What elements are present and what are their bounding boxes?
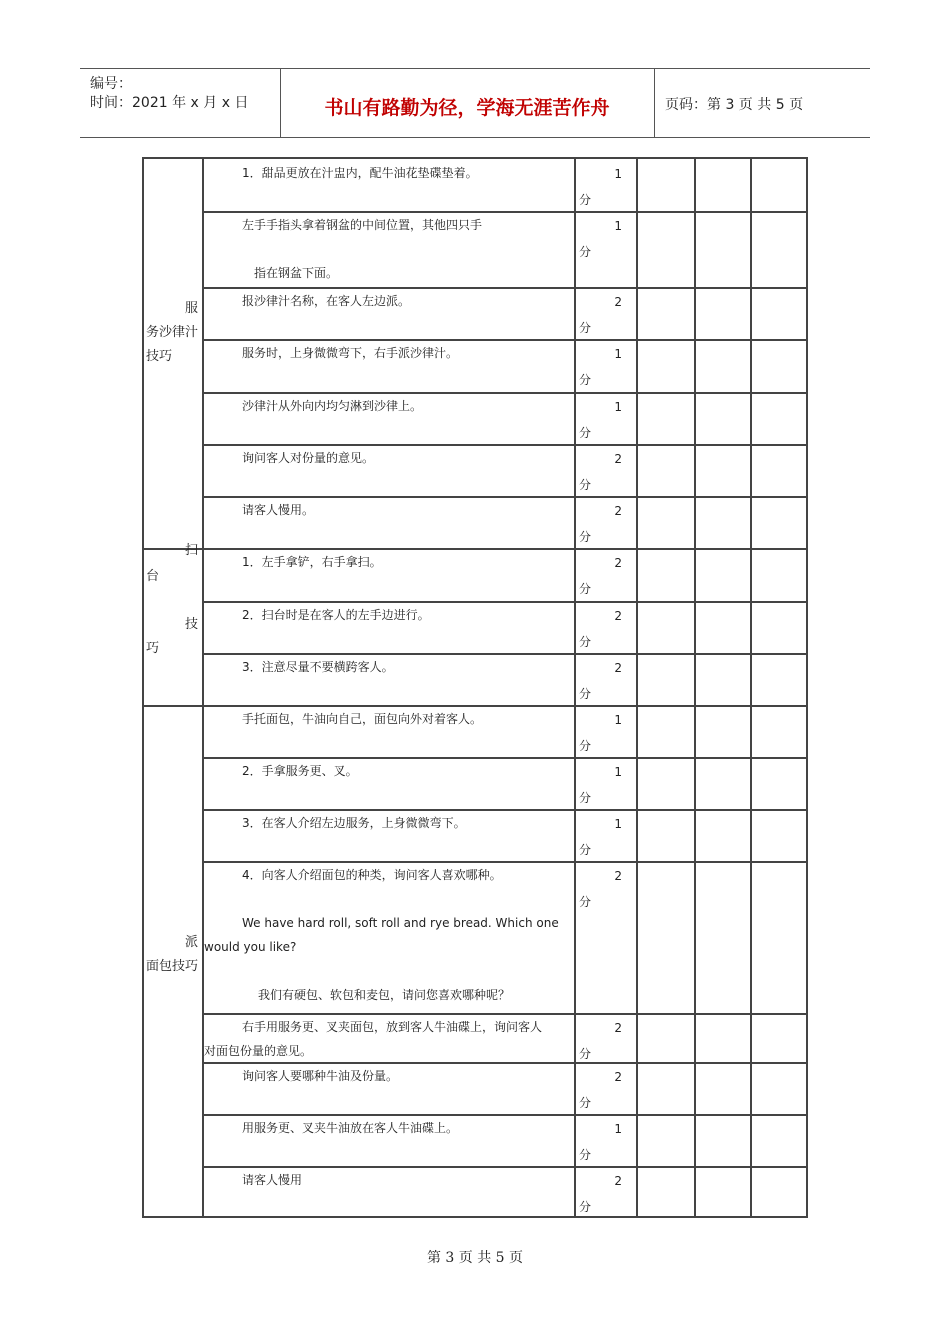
score-value: 1 (614, 219, 622, 233)
table-column-divider (750, 159, 752, 1216)
score-value: 1 (614, 1122, 622, 1136)
item-description (204, 213, 574, 285)
score-unit: 分 (579, 687, 592, 701)
item-description-line: 我们有硬包、软包和麦包，请问您喜欢哪种呢？ (258, 988, 511, 1002)
score-unit: 分 (579, 791, 592, 805)
item-description (204, 707, 574, 731)
score-unit: 分 (579, 1200, 592, 1214)
score-value: 1 (614, 400, 622, 414)
score-unit: 分 (579, 1096, 592, 1110)
item-description-line: 4．向客人介绍面包的种类，询问客人喜欢哪种。 (242, 868, 502, 882)
item-description (204, 603, 574, 627)
item-description-line: 右手用服务更、叉夹面包，放到客人牛油碟上，询问客人 (242, 1020, 543, 1034)
item-description (204, 811, 574, 835)
item-description-line: 2．扫台时是在客人的左手边进行。 (242, 608, 430, 622)
section-name-line: 扫 (184, 543, 198, 558)
score-value: 2 (614, 661, 622, 675)
score-value: 2 (614, 504, 622, 518)
item-description-line: 2．手拿服务更、叉。 (242, 764, 358, 778)
number-label: 编号： (90, 76, 132, 92)
item-score (576, 289, 636, 341)
item-score (576, 550, 636, 602)
item-description (204, 289, 574, 313)
section-name-line: 派 (184, 935, 198, 950)
score-unit: 分 (579, 1047, 592, 1061)
score-unit: 分 (579, 843, 592, 857)
item-score (576, 863, 636, 915)
section-name-line: 服 (184, 301, 198, 316)
score-unit: 分 (579, 426, 592, 440)
item-description-line: 对面包份量的意见。 (204, 1044, 313, 1058)
item-description-line: 指在钢盆下面。 (254, 266, 339, 280)
page-label: 页码：第 3 页 共 5 页 (665, 97, 804, 113)
item-description-line: 用服务更、叉夹牛油放在客人牛油碟上。 (242, 1121, 459, 1135)
item-score (576, 341, 636, 393)
item-score (576, 1015, 636, 1067)
item-description (204, 498, 574, 522)
score-unit: 分 (579, 895, 592, 909)
header-page-cell (654, 69, 871, 137)
section-name-line: 技巧 (146, 349, 173, 364)
score-unit: 分 (579, 582, 592, 596)
score-value: 2 (614, 452, 622, 466)
item-score (576, 161, 636, 213)
header-motto: 书山有路勤为径，学海无涯苦作舟 (324, 97, 610, 119)
item-description-line: 3．注意尽量不要横跨客人。 (242, 660, 394, 674)
score-unit: 分 (579, 321, 592, 335)
score-value: 1 (614, 765, 622, 779)
item-description-line: 手托面包，牛油向自己，面包向外对着客人。 (242, 712, 483, 726)
item-description-line: would you like? (204, 940, 297, 954)
score-value: 1 (614, 167, 622, 181)
score-value: 1 (614, 347, 622, 361)
item-description-line (204, 887, 574, 911)
header-meta-cell (80, 69, 281, 137)
score-unit: 分 (579, 478, 592, 492)
item-score (576, 213, 636, 265)
section-name-line: 巧 (146, 641, 160, 656)
score-unit: 分 (579, 530, 592, 544)
item-score (576, 655, 636, 707)
document-header (80, 68, 870, 138)
item-score (576, 811, 636, 863)
section-name-line: 务沙律汁 (146, 325, 199, 340)
item-description-line: 左手手指头拿着钢盆的中间位置，其他四只手 (242, 218, 483, 232)
item-description-line: We have hard roll, soft roll and rye bread. Which one (242, 916, 559, 930)
item-description (204, 1064, 574, 1088)
page-footer: 第 3 页 共 5 页 (426, 1250, 524, 1266)
item-description (204, 1015, 574, 1063)
score-value: 1 (614, 713, 622, 727)
item-score (576, 394, 636, 446)
section-name-line: 技 (184, 617, 198, 632)
score-value: 2 (614, 1021, 622, 1035)
item-description-line (204, 959, 574, 983)
item-description-line: 3．在客人介绍左边服务，上身微微弯下。 (242, 816, 466, 830)
item-description-line: 询问客人要哪种牛油及份量。 (242, 1069, 399, 1083)
item-description-line: 服务时，上身微微弯下，右手派沙律汁。 (242, 346, 459, 360)
item-score (576, 1168, 636, 1220)
score-value: 2 (614, 1174, 622, 1188)
scoring-table (142, 157, 808, 1218)
item-description (204, 655, 574, 679)
item-description (204, 394, 574, 418)
item-score (576, 1116, 636, 1168)
item-description (204, 446, 574, 470)
score-value: 2 (614, 869, 622, 883)
item-description-line: 请客人慢用 (242, 1173, 303, 1187)
table-column-divider (694, 159, 696, 1216)
item-score (576, 498, 636, 550)
score-unit: 分 (579, 373, 592, 387)
item-score (576, 603, 636, 655)
item-description-line (204, 237, 574, 261)
score-value: 2 (614, 1070, 622, 1084)
item-score (576, 759, 636, 811)
score-value: 2 (614, 609, 622, 623)
item-description (204, 863, 574, 1007)
item-description-line: 1．左手拿铲，右手拿扫。 (242, 555, 382, 569)
score-unit: 分 (579, 739, 592, 753)
item-score (576, 707, 636, 759)
score-value: 2 (614, 556, 622, 570)
item-description-line: 报沙律汁名称，在客人左边派。 (242, 294, 411, 308)
item-description (204, 759, 574, 783)
item-description (204, 550, 574, 574)
score-unit: 分 (579, 193, 592, 207)
score-unit: 分 (579, 635, 592, 649)
item-score (576, 446, 636, 498)
item-description (204, 341, 574, 365)
section-name-line: 面包技巧 (146, 959, 199, 974)
item-description-line: 询问客人对份量的意见。 (242, 451, 375, 465)
score-unit: 分 (579, 1148, 592, 1162)
score-value: 1 (614, 817, 622, 831)
table-column-divider (636, 159, 638, 1216)
item-description (204, 161, 574, 185)
item-description (204, 1116, 574, 1140)
score-unit: 分 (579, 245, 592, 259)
item-description-line: 请客人慢用。 (242, 503, 315, 517)
item-description (204, 1168, 574, 1192)
time-label: 时间：2021 年 x 月 x 日 (90, 95, 249, 111)
score-value: 2 (614, 295, 622, 309)
item-description-line: 1．甜品更放在汁盅内，配牛油花垫碟垫着。 (242, 166, 478, 180)
item-description-line: 沙律汁从外向内均匀淋到沙律上。 (242, 399, 423, 413)
item-score (576, 1064, 636, 1116)
section-name-line: 台 (146, 569, 160, 584)
